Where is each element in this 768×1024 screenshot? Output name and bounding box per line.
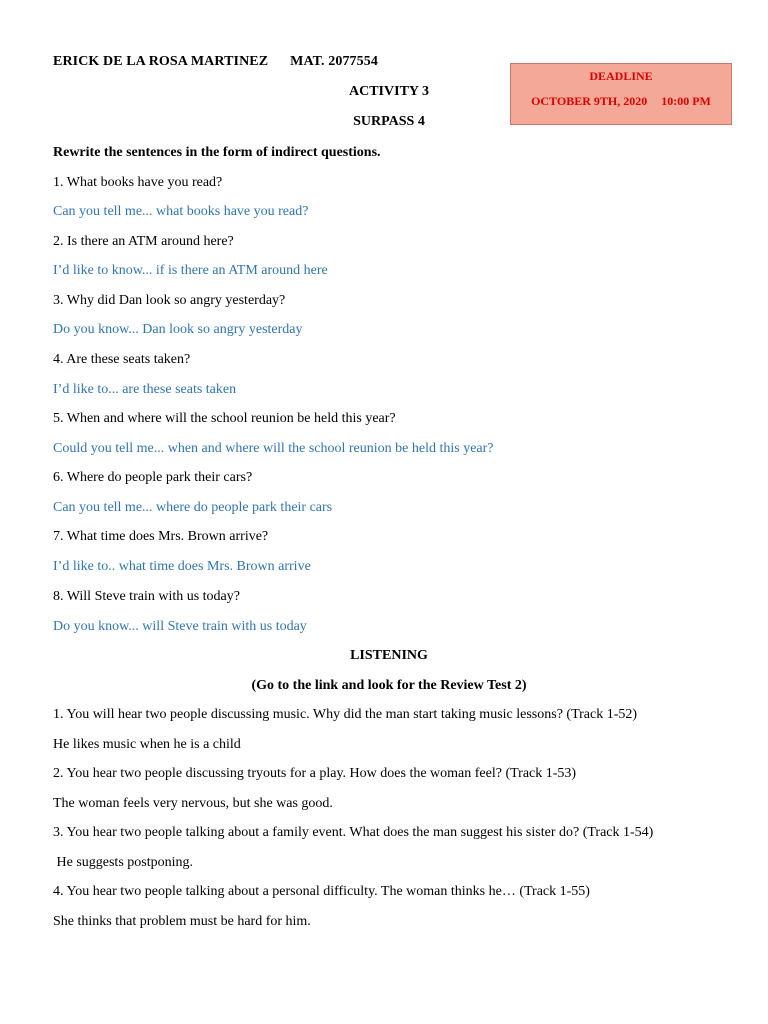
listening-answer-3: He suggests postponing. <box>53 855 193 870</box>
answer-3: Do you know... Dan look so angry yesterday <box>53 322 303 337</box>
answer-6: Can you tell me... where do people park their cars <box>53 500 333 515</box>
listening-answer-4: She thinks that problem must be hard for him. <box>53 914 311 929</box>
student-header <box>53 54 378 70</box>
question-4: 4. Are these seats taken? <box>53 352 191 367</box>
listening-title: LISTENING <box>350 648 428 663</box>
listening-question-3: 3. You hear two people talking about a family event. What does the man suggest his sister do? (Track 1-54) <box>53 825 654 840</box>
listening-subtitle: (Go to the link and look for the Review Test 2) <box>251 678 527 693</box>
book-title: SURPASS 4 <box>353 114 425 129</box>
deadline-time: 10:00 PM <box>661 94 711 108</box>
listening-answer-2: The woman feels very nervous, but she was good. <box>53 796 333 811</box>
question-3: 3. Why did Dan look so angry yesterday? <box>53 293 286 308</box>
answer-5: Could you tell me... when and where will the school reunion be held this year? <box>53 441 494 456</box>
deadline-label: DEADLINE <box>589 69 653 83</box>
question-7: 7. What time does Mrs. Brown arrive? <box>53 529 269 544</box>
activity-title: ACTIVITY 3 <box>349 84 429 99</box>
answer-8: Do you know... will Steve train with us today <box>53 619 307 634</box>
student-id: MAT. 2077554 <box>290 54 378 69</box>
question-2: 2. Is there an ATM around here? <box>53 234 234 249</box>
question-8: 8. Will Steve train with us today? <box>53 589 240 604</box>
answer-7: I’d like to.. what time does Mrs. Brown arrive <box>53 559 311 574</box>
answer-4: I’d like to... are these seats taken <box>53 382 237 397</box>
listening-answer-1: He likes music when he is a child <box>53 737 241 752</box>
answer-2: I’d like to know... if is there an ATM around here <box>53 263 328 278</box>
question-6: 6. Where do people park their cars? <box>53 470 253 485</box>
listening-question-4: 4. You hear two people talking about a personal difficulty. The woman thinks he… (Track 1-55) <box>53 884 590 899</box>
question-5: 5. When and where will the school reunion be held this year? <box>53 411 396 426</box>
instructions: Rewrite the sentences in the form of indirect questions. <box>53 145 381 160</box>
deadline-date: OCTOBER 9TH, 2020 <box>531 94 648 108</box>
answer-1: Can you tell me... what books have you read? <box>53 204 309 219</box>
listening-question-1: 1. You will hear two people discussing music. Why did the man start taking music lessons? (Track 1-52) <box>53 707 638 722</box>
listening-question-2: 2. You hear two people discussing tryouts for a play. How does the woman feel? (Track 1-53) <box>53 766 577 781</box>
student-name: ERICK DE LA ROSA MARTINEZ <box>53 54 269 69</box>
question-1: 1. What books have you read? <box>53 175 223 190</box>
